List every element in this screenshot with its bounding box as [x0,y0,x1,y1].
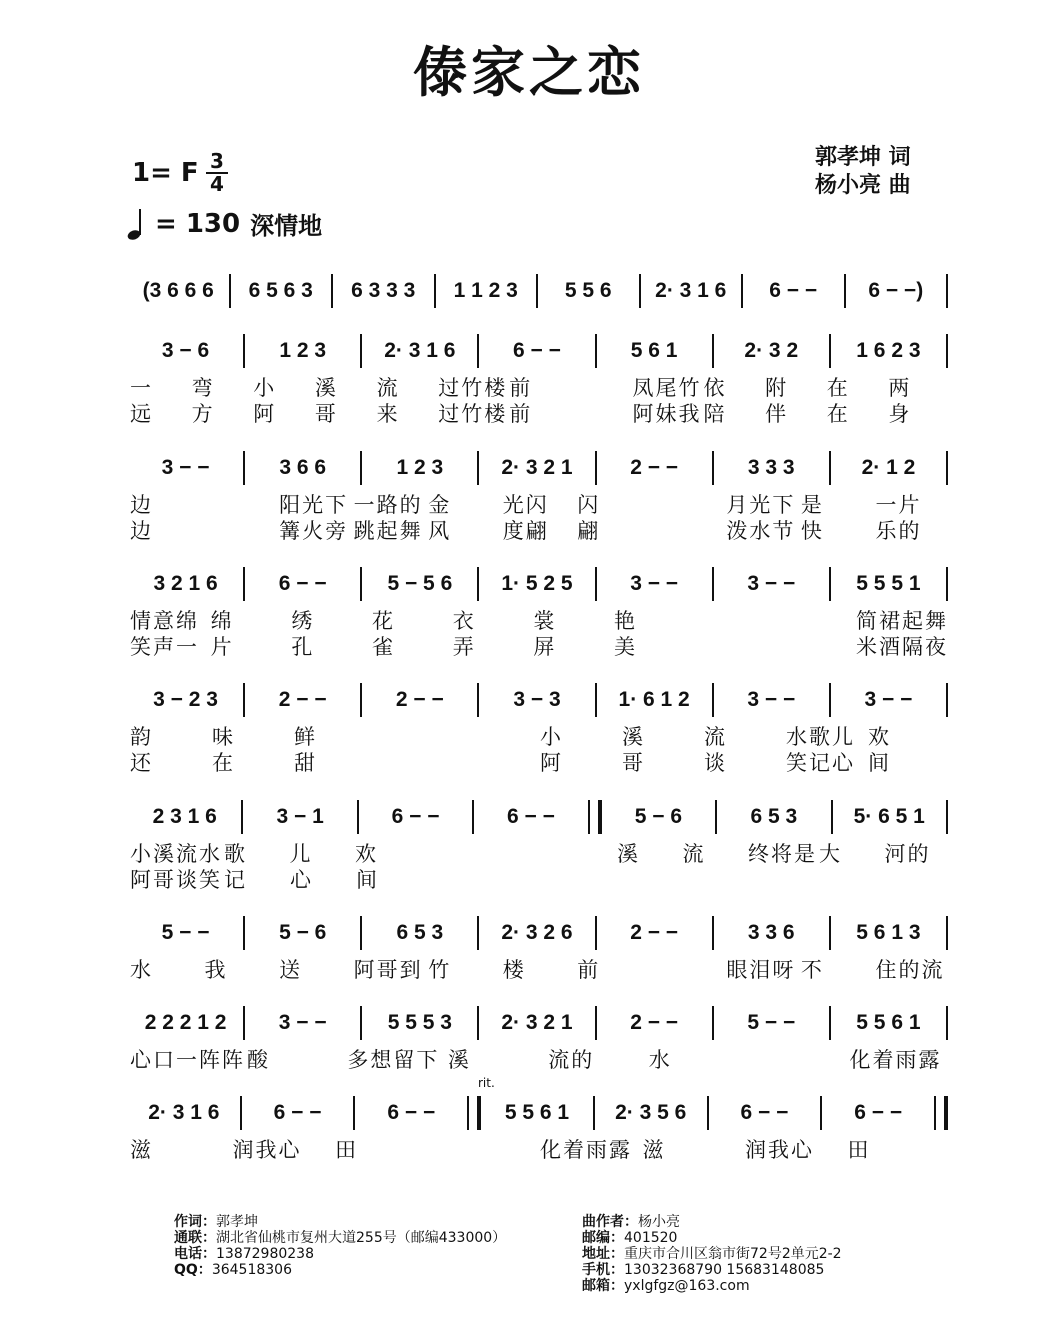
lyric-word: 还 [130,751,153,775]
lyric-word: 滋 [642,1138,666,1162]
lyric-word: 楼 [502,958,526,982]
lyric-word: 笑记心 [786,751,855,775]
lyric-word [747,1044,847,1074]
lyric-word: 前 [509,402,533,426]
lyric-word [773,631,854,661]
bar-line [946,334,948,368]
time-signature-top: 3 [210,149,224,173]
measure: 6 − − [278,572,327,595]
lyric-word: 润我心 [745,1138,814,1162]
lyric-word: 小溪流水 [130,842,222,866]
notes-row [128,274,948,308]
measure: 6 − − [513,339,561,362]
lyric-word: 竹 [428,958,452,982]
bar-line [946,800,948,834]
lyric-word: 鲜 [294,725,317,749]
lyric-word: 弄 [452,635,476,659]
email-label: 邮箱： [582,1278,624,1294]
lyric-word: 一路的 [353,493,423,517]
lyric-word: 化着雨露 [849,1048,942,1072]
lyric-word: 小 [540,725,563,749]
lyric-word: 水 [648,1048,672,1072]
bar-line [946,916,948,950]
measure: 5 − − [161,921,210,944]
lyric-word: 间 [868,751,891,775]
lyric-word: 溪 [314,376,338,400]
measure: 3 6 6 [279,456,327,479]
measure: 2· 3 2 1 [501,1011,573,1034]
lyric-word: 流 [682,842,706,866]
measure: 5 6 1 3 [856,921,921,944]
lyric-word [569,398,631,428]
lyric-line-1 [128,1134,948,1164]
lyric-word: 身 [888,402,912,426]
lyric-word: 我 [204,958,228,982]
lyric-word: 跳起舞 [353,519,423,543]
lyric-word: 伴 [765,402,789,426]
measure: 6 − − [391,805,440,828]
bar-line [946,451,948,485]
measure: 2 − − [278,688,327,711]
lyric-word: 间 [356,868,379,892]
measure: 6 3 3 3 [351,279,416,302]
lyricist-name: 郭孝坤 [216,1214,258,1230]
lyric-word: 两 [888,376,912,400]
measure: 1 1 2 3 [453,279,518,302]
tempo-expression: 深情地 [250,212,323,240]
lyric-word: 阿哥到 [353,958,423,982]
notes-row [128,800,948,834]
lyric-word: 河的 [884,842,931,866]
lyric-word: 小 [253,376,277,400]
lyric-word: 田 [847,1138,871,1162]
credits [815,144,911,200]
measure: 6 5 6 3 [248,279,313,302]
lyric-word: 流 [704,725,727,749]
composer-name: 杨小亮 [638,1214,680,1230]
measure: 1 2 3 [396,456,444,479]
lyric-word [650,515,725,545]
lyric-word: 化着雨露 [540,1138,632,1162]
measure: 6 − − [854,1101,903,1124]
lyric-word: 阿 [540,751,563,775]
lyric-word: 溪 [447,1048,471,1072]
composer-label: 曲作者： [582,1214,638,1230]
lyric-word: 在 [826,402,850,426]
lyric-word: 滋 [130,1138,153,1162]
lyric-word: 不 [800,958,824,982]
lyric-word: 阿妹我 [632,402,702,426]
composer-mobile: 13032368790 15683148085 [624,1262,825,1278]
lyric-word: 谈 [704,751,727,775]
lyric-word: 流的 [548,1048,595,1072]
lyric-word: 风 [428,519,452,543]
measure: 6 − − [507,805,555,828]
measure: 5 5 5 1 [856,572,921,595]
bar-line [588,800,602,834]
lyric-word: 在 [212,751,235,775]
lyric-word: 月光下 [726,493,796,517]
lyric-word: 泼水节 [726,519,796,543]
measure: (3 6 6 6 [142,279,214,302]
lyric-word: 溪 [622,725,645,749]
lyric-word: 远 [130,402,153,426]
measure: 5 5 6 1 [504,1101,570,1124]
key-signature: 1= F [132,158,199,188]
measure: 2· 3 5 6 [615,1101,687,1124]
lyric-word [693,631,774,661]
lyric-word: 乐的 [875,519,922,543]
lyric-word [552,864,618,894]
lyric-word: 金 [428,493,452,517]
lyric-line-2 [128,864,948,894]
lyric-word: 儿 [289,842,313,866]
measure: 6 − −) [868,279,924,302]
lyric-word: 哥 [622,751,645,775]
measure: 6 5 3 [750,805,798,828]
lyric-word [618,864,684,894]
notes-row [128,1096,948,1130]
measure: 5 5 6 1 [856,1011,921,1034]
measure: 3 − 6 [161,339,210,362]
composer-zip: 401520 [624,1230,678,1246]
phone-label: 电话： [174,1246,216,1262]
lyric-word: 孔 [291,635,315,659]
measure: 3 − 1 [276,805,324,828]
bar-line [934,1096,948,1130]
mobile-label: 手机： [582,1262,624,1278]
lyric-word: 味 [212,725,235,749]
lyric-word: 美 [614,635,638,659]
measure: 3 − − [747,688,796,711]
measure: 5 − − [747,1011,796,1034]
bar-line [946,567,948,601]
lyric-word: 终将是 [748,842,817,866]
lyric-word: 边 [130,493,153,517]
measure: 2 − − [630,1011,679,1034]
measure: 2· 3 2 6 [501,921,573,944]
measure: 3 − − [161,456,210,479]
lyric-word [456,747,538,777]
measure: 5 6 1 [630,339,678,362]
measure: 6 5 3 [396,921,444,944]
measure: 3 − 3 [513,688,561,711]
lyric-word: 屏 [533,635,557,659]
lyricist-credit: 郭孝坤 词 [815,145,911,170]
lyric-word: 绵 [210,609,234,633]
lyric-word: 送 [279,958,303,982]
composer-email: yxlgfgz@163.com [624,1278,750,1294]
lyric-line-1 [128,1044,948,1074]
measure: 6 − − [273,1101,322,1124]
lyric-word [750,864,816,894]
lyric-word: 记 [224,868,247,892]
zip-label: 邮编： [582,1230,624,1246]
measure: 2· 3 1 6 [148,1101,220,1124]
lyricist-address: 湖北省仙桃市复州大道255号（邮编433000） [216,1230,507,1246]
lyric-line-2 [128,747,948,777]
composer-credit: 杨小亮 曲 [815,173,911,198]
notes-row [128,334,948,368]
lyric-word: 快 [800,519,824,543]
bar-line [946,683,948,717]
lyric-word: 片 [210,635,234,659]
lyric-word: 润我心 [232,1138,302,1162]
composer-address-label: 地址： [582,1246,624,1262]
measure: 2 − − [630,456,679,479]
bar-line [467,1096,481,1130]
measure: 2· 3 1 6 [655,279,727,302]
lyric-word: 笑声一 [130,635,199,659]
lyric-line-1 [128,954,948,984]
measure: 6 − − [769,279,818,302]
lyric-word: 阳光下 [279,493,349,517]
footer-composer-info [582,1214,842,1294]
measure: 5 − 6 [279,921,327,944]
lyric-word: 多想留下 [347,1048,440,1072]
lyric-word: 田 [335,1138,358,1162]
lyricist-phone: 13872980238 [216,1246,314,1262]
lyric-word: 阿哥谈笑 [130,868,222,892]
measure: 1· 6 1 2 [618,688,690,711]
lyric-word: 米酒隔夜 [856,635,949,659]
lyric-word [816,864,882,894]
lyric-word: 住的流 [875,958,945,982]
lyric-word [486,864,552,894]
lyric-line-2 [128,398,948,428]
measure: 3 3 6 [747,921,795,944]
lyric-line-2 [128,631,948,661]
lyric-word: 心口一阵阵 [130,1048,245,1072]
measure: 5· 6 5 1 [853,805,925,828]
measure: 6 − − [387,1101,436,1124]
lyric-word: 闪 [577,493,601,517]
measure: 1 2 3 [279,339,327,362]
lyric-word: 度翩 [502,519,549,543]
lyric-word [436,1134,539,1164]
measure: 3 3 3 [747,456,795,479]
lyric-word: 心 [290,868,313,892]
time-signature [206,149,228,196]
lyric-word: 凤尾竹 [632,376,702,400]
lyricist-qq: 364518306 [211,1262,292,1278]
lyric-word: 阿 [253,402,277,426]
notes-row [128,567,948,601]
lyric-line-2 [128,515,948,545]
lyric-word: 一片 [875,493,922,517]
lyric-word: 花 [372,609,396,633]
lyric-word: 衣 [452,609,476,633]
lyric-word: 依 [703,376,727,400]
measure: 3 − − [747,572,796,595]
lyric-word [650,954,725,984]
lyric-word: 前 [577,958,601,982]
lyric-word: 陪 [703,402,727,426]
notes-row [128,1006,948,1040]
lyric-word: 过竹楼 [438,376,508,400]
lyric-word: 情意绵 [130,609,199,633]
lyric-word: 水歌儿 [786,725,855,749]
measure: 5 − 6 [634,805,683,828]
lyric-word: 边 [130,519,153,543]
time-signature-bottom: 4 [210,172,224,196]
notes-row [128,451,948,485]
bar-line [946,274,948,308]
lyric-word: 简裙起舞 [856,609,949,633]
lyric-word: 翩 [577,519,601,543]
lyric-word: 绣 [291,609,315,633]
lyric-word: 欢 [355,842,378,866]
address-label: 通联： [174,1230,216,1246]
measure: 2· 3 2 [744,339,799,362]
lyric-word: 前 [509,376,533,400]
tempo-value: = 130 [155,208,241,239]
lyric-word: 欢 [868,725,891,749]
lyric-word: 附 [765,376,789,400]
lyric-word [684,864,750,894]
lyric-word: 是 [800,493,824,517]
lyric-word: 酸 [247,1048,270,1072]
measure: 3 − 2 3 [153,688,218,711]
lyric-word: 来 [376,402,400,426]
bar-line [946,1006,948,1040]
measure: 2 3 1 6 [152,805,217,828]
measure: 2· 3 2 1 [501,456,573,479]
lyric-word [420,864,486,894]
measure: 5 − 5 6 [387,572,453,595]
measure: 5 5 5 3 [387,1011,452,1034]
lyric-word: 裳 [533,609,557,633]
measure: 2 2 2 1 2 [144,1011,227,1034]
qq-label: QQ： [174,1262,212,1278]
notes-row [128,683,948,717]
lyric-word: 方 [191,402,215,426]
measure: 3 − − [864,688,913,711]
lyric-word: 过竹楼 [438,402,508,426]
measure: 2· 1 2 [861,456,916,479]
measure: 2 − − [630,921,679,944]
lyric-word [203,515,278,545]
measure: 3 2 1 6 [153,572,218,595]
lyric-word: 流 [376,376,400,400]
lyric-word: 甜 [294,751,317,775]
measure: 3 − − [630,572,679,595]
tempo-marking [127,206,322,241]
rit-marking: rit. [478,1076,495,1090]
lyric-word: 眼泪呀 [726,958,796,982]
quarter-note-icon [127,207,145,241]
lyric-word: 溪 [617,842,640,866]
lyric-word: 艳 [614,609,638,633]
lyric-word: 哥 [314,402,338,426]
lyric-word: 水 [130,958,153,982]
notes-row [128,916,948,950]
lyric-word: 光闪 [502,493,549,517]
lyric-word: 歌 [224,842,247,866]
measure: 2· 3 1 6 [384,339,456,362]
lyric-word: 一 [130,376,153,400]
measure: 3 − − [278,1011,327,1034]
lyric-word [374,747,456,777]
measure: 1 6 2 3 [856,339,921,362]
lyricist-label: 作词： [174,1214,216,1230]
lyric-word: 雀 [372,635,396,659]
measure: 2 − − [395,688,444,711]
footer-lyricist-info [174,1214,506,1278]
measure: 1· 5 2 5 [501,572,573,595]
composer-address: 重庆市合川区翁市街72号2单元2-2 [624,1246,842,1262]
measure: 5 5 6 [564,279,612,302]
lyric-word: 大 [819,842,842,866]
song-title: 傣家之恋 [413,41,645,104]
lyric-word: 篝火旁 [279,519,349,543]
lyric-word: 在 [826,376,850,400]
lyric-word: 韵 [130,725,153,749]
lyric-word: 弯 [191,376,215,400]
lyric-word [882,864,948,894]
measure: 6 − − [740,1101,789,1124]
